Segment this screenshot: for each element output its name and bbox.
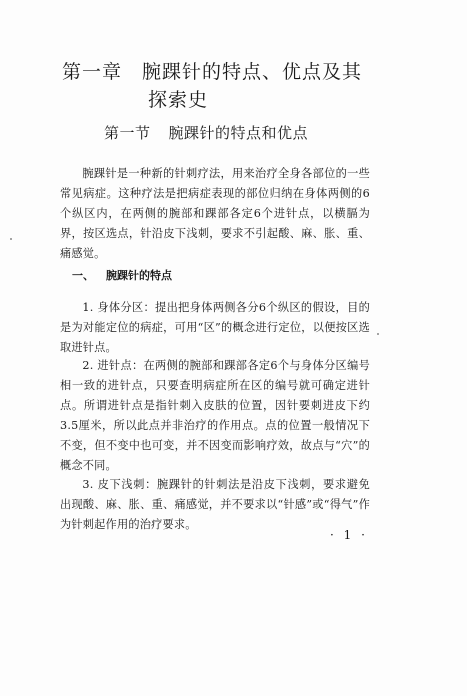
- subsection-heading: [60, 267, 172, 285]
- scan-speck: [10, 238, 12, 240]
- section-label: 第一节: [104, 124, 151, 142]
- chapter-title-text: 腕踝针的特点、优点及其: [142, 61, 363, 83]
- point-1-block: [60, 298, 370, 358]
- chapter-title: [62, 58, 392, 114]
- section-title-text: 腕踝针的特点和优点: [168, 124, 309, 142]
- intro-paragraph-block: [60, 164, 370, 264]
- page-number: · 1 ·: [330, 528, 368, 542]
- point-2-paragraph: 2. 进针点：在两侧的腕部和踝部各定6个与身体分区编号相一致的进针点，只要查明病症所在区的编号就可确定进针点。所谓进针点是指针刺入皮肤的位置，因针要刺进皮下约3.5厘米，所以此点并非治疗的作用点。点的位置一般情况下不变，但不变中也可变，并不因变而影响疗效，故点与“穴”的概念不同。: [60, 359, 370, 472]
- chapter-label: 第一章: [62, 61, 123, 83]
- chapter-title-line1: [62, 58, 392, 86]
- scan-speck: [377, 333, 379, 335]
- point-3-paragraph: 3. 皮下浅刺：腕踝针的针刺法是沿皮下浅刺，要求避免出现酸、麻、胀、重、痛感觉，并不要求以“针感”或“得气”作为针刺起作用的治疗要求。: [60, 478, 370, 531]
- point-2-block: [60, 356, 370, 476]
- subsection-title: 腕踝针的特点: [106, 269, 172, 282]
- intro-paragraph: 腕踝针是一种新的针刺疗法，用来治疗全身各部位的一些常见病症。这种疗法是把病症表现的部位归纳在身体两侧的6个纵区内，在两侧的腕部和踝部各定6个进针点，以横膈为界，按区选点，针沿皮下浅刺，要求不引起酸、麻、胀、重、痛感觉。: [60, 167, 370, 260]
- point-1-paragraph: 1. 身体分区：提出把身体两侧各分6个纵区的假设，目的是为对能定位的病症，可用“区”的概念进行定位，以便按区选取进针点。: [60, 301, 370, 354]
- section-title: [104, 122, 384, 144]
- point-3-block: [60, 475, 370, 535]
- chapter-title-line2: 探索史: [148, 89, 209, 111]
- subsection-number: 一、: [72, 269, 94, 282]
